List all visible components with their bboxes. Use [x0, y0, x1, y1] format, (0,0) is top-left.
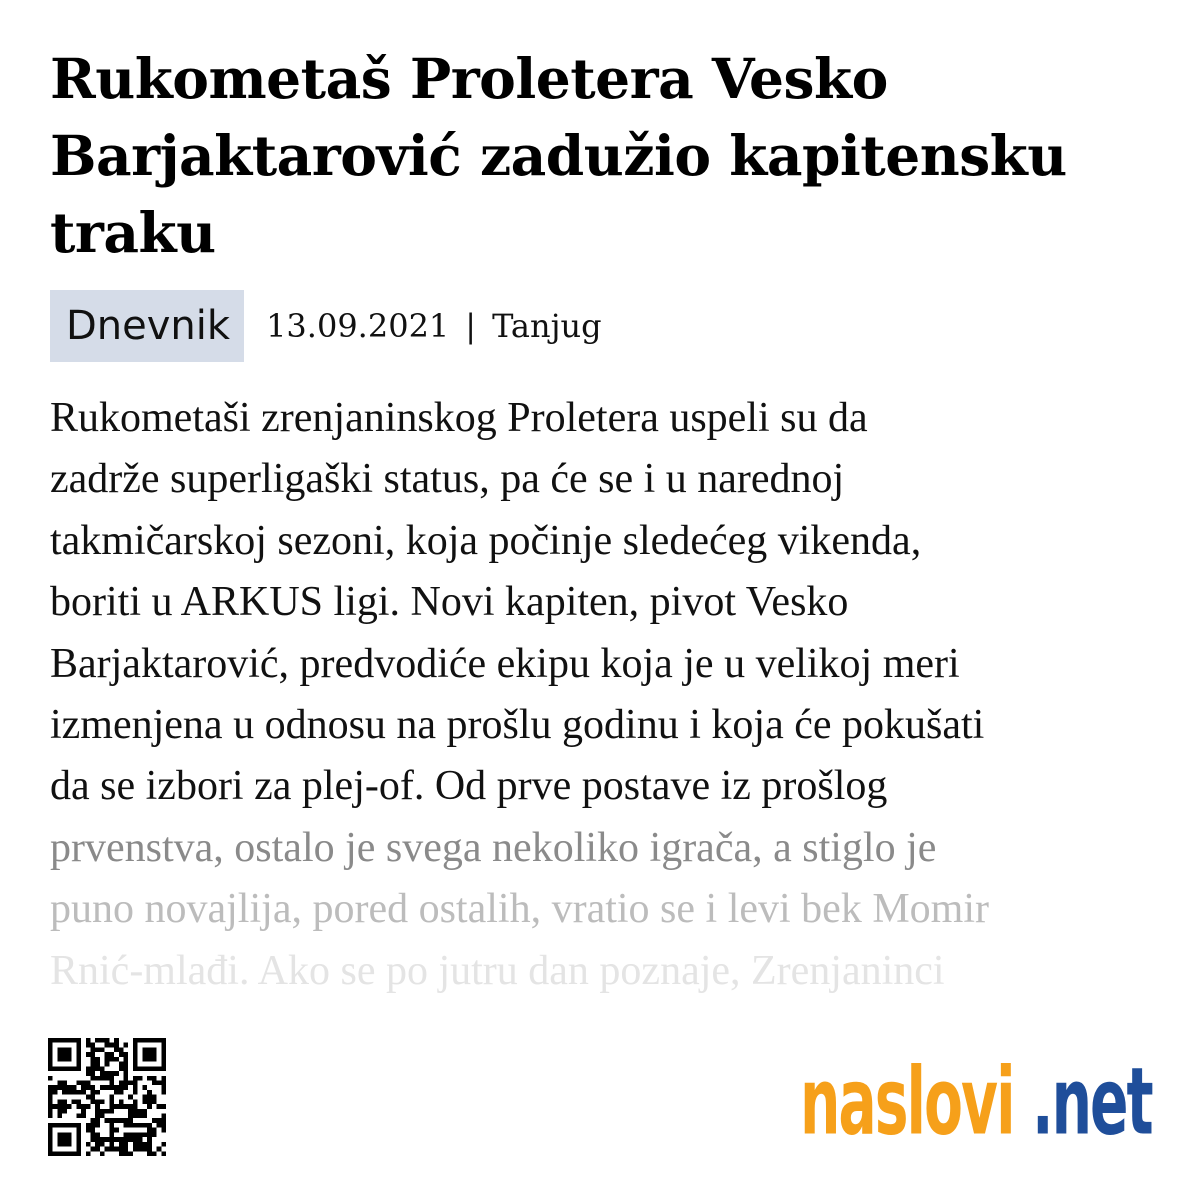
logo-text-naslovi: naslovi [800, 1050, 1014, 1156]
article-meta [50, 290, 602, 362]
article-line: zadrže superligaški status, pa će se i u narednoj [50, 456, 845, 503]
article-line: Rnić-mlađi. Ako se po jutru dan poznaje, Zrenjaninci [50, 947, 945, 994]
meta-info [266, 290, 602, 348]
news-agency: Tanjug [492, 307, 602, 345]
article-body [50, 388, 1160, 1002]
article-line: puno novajlija, pored ostalih, vratio se i levi bek Momir [50, 886, 989, 933]
article-line: boriti u ARKUS ligi. Novi kapiten, pivot Vesko [50, 579, 849, 626]
article-line: takmičarskoj sezoni, koja počinje sledećeg vikenda, [50, 517, 922, 564]
meta-separator: | [465, 307, 477, 345]
article-line: da se izbori za plej-of. Od prve postave iz prošlog [50, 763, 888, 810]
article-line: Barjaktarović, predvodiće ekipu koja je u velikoj meri [50, 640, 960, 687]
article-line: Rukometaši zrenjaninskog Proletera uspeli su da [50, 395, 868, 441]
source-badge[interactable]: Dnevnik [50, 290, 244, 362]
qr-code-icon[interactable] [48, 1038, 166, 1156]
article-headline: Rukometaš Proletera Vesko Barjaktarović zadužio kapitensku traku [50, 46, 1067, 265]
logo-text-net: .net [1032, 1050, 1152, 1156]
publish-date: 13.09.2021 [266, 307, 450, 345]
naslovi-net-logo[interactable] [800, 1050, 1170, 1170]
article-line: izmenjena u odnosu na prošlu godinu i koja će pokušati [50, 702, 985, 749]
article-line: prvenstva, ostalo je svega nekoliko igrača, a stiglo je [50, 824, 937, 871]
